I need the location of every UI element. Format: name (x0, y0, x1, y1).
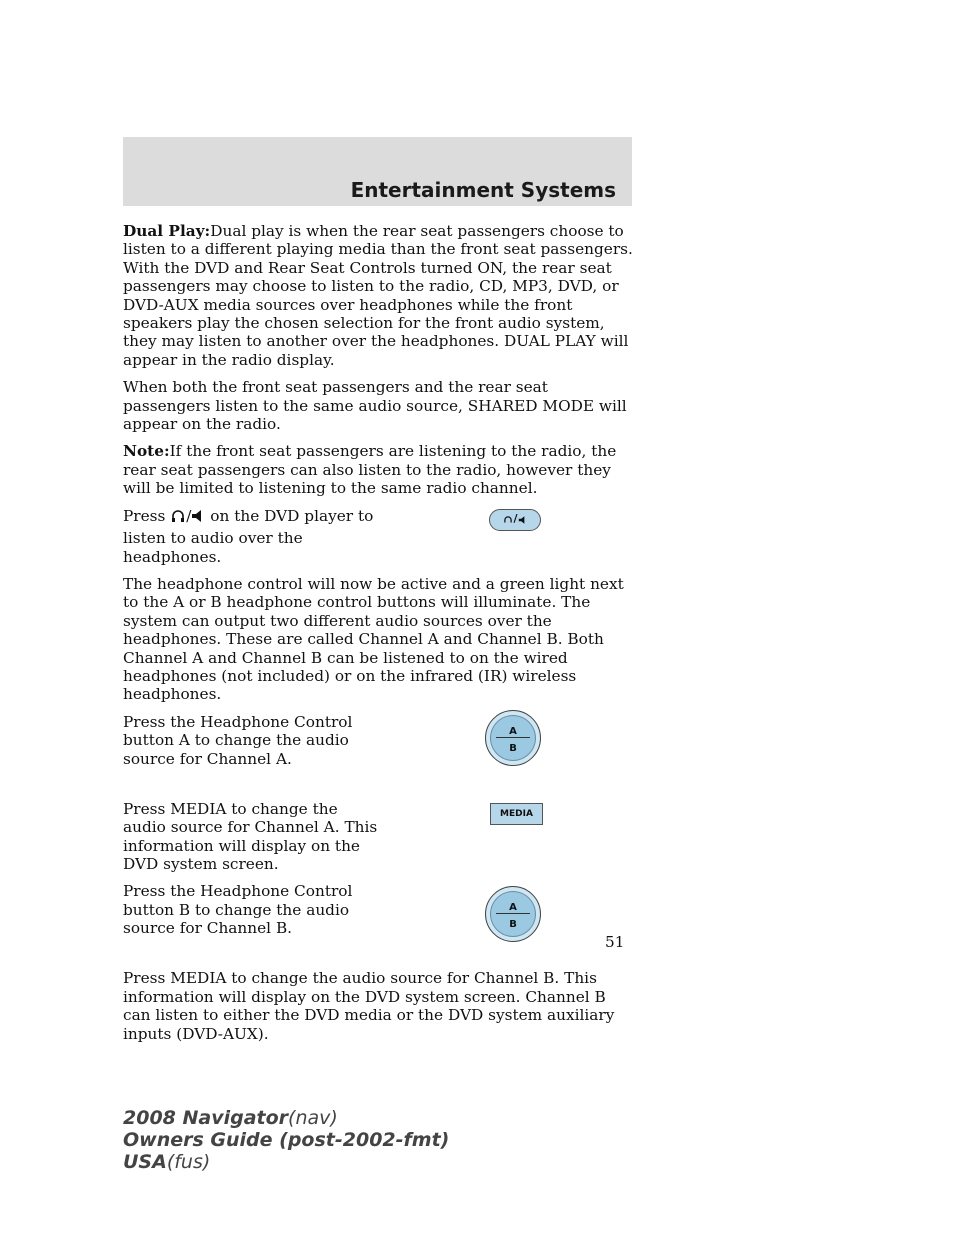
note-lead: Note: (123, 442, 170, 461)
headphone-a-text: Press the Headphone Control button A to change the audio source for Channel A. (123, 712, 353, 768)
paragraph-dual-play (123, 222, 635, 369)
headphone-control-figure-b (485, 886, 541, 942)
footer (123, 1107, 449, 1173)
page-content (123, 222, 635, 1052)
knob-a-label: A (509, 725, 517, 737)
press-rest: on the DVD player to listen to audio over the headphones. (123, 506, 374, 566)
footer-model: 2008 Navigator (123, 1107, 289, 1129)
section-title: Entertainment Systems (350, 178, 616, 202)
page-number: 51 (605, 933, 625, 951)
note-body: If the front seat passengers are listening to the radio, the rear seat passengers can also listen to the radio, however they will be limited to listening to the same radio channel. (123, 442, 617, 498)
paragraph-media-b: Press MEDIA to change the audio source for Channel B. This information will display on the DVD system screen. Channel B can listen to either the DVD media or the DVD system auxiliary inputs (DVD-AUX). (123, 969, 615, 1043)
row-media-a (123, 800, 635, 874)
pill-speaker-icon (518, 515, 527, 525)
headphone-control-figure-a (485, 710, 541, 766)
paragraph-note (123, 442, 635, 497)
media-a-text: Press MEDIA to change the audio source for Channel A. This information will display on the DVD system screen. (123, 799, 378, 873)
headphone-b-text: Press the Headphone Control button B to change the audio source for Channel B. (123, 882, 353, 938)
row-headphone-b (123, 882, 635, 960)
dual-play-body: Dual play is when the rear seat passengers choose to listen to a different playing media than the front seat passengers. With the DVD and Rear Seat Controls turned ON, the rear seat passengers may choose to listen to the radio, CD, MP3, DVD, or DVD-AUX media sources over headphones while the front speakers play the chosen selection for the front audio system, they may listen to another over the headphones. DUAL PLAY will appear in the radio display. (123, 222, 633, 369)
knob-a-label-2: A (509, 902, 517, 914)
media-button-figure: MEDIA (490, 803, 543, 825)
header-band (123, 137, 632, 206)
pill-separator: / (513, 512, 518, 526)
headphone-speaker-button-figure (489, 509, 541, 531)
press-label: Press (123, 506, 166, 525)
knob-b-label: B (509, 742, 517, 754)
row-press-headphone: Press / on the DVD player to listen to audio over the headphones. / (123, 507, 635, 566)
paragraph-headphone-control: The headphone control will now be active and a green light next to the A or B headphone control buttons will illuminate. The system can output two different audio sources over the headphones. These are called Channel A and Channel B. Both Channel A and Channel B can be listened to on the wired headphones (not included) or on the infrared (IR) wireless headphones. (123, 574, 624, 704)
dual-play-lead: Dual Play: (123, 222, 211, 240)
footer-guide: Owners Guide (post-2002-fmt) (123, 1129, 450, 1151)
row-headphone-a (123, 713, 635, 791)
headphone-icon (170, 508, 186, 529)
knob-b-label-2: B (509, 919, 517, 931)
footer-market-code: (fus) (166, 1151, 211, 1173)
footer-market: USA (123, 1151, 167, 1173)
paragraph-shared-mode: When both the front seat passengers and the rear seat passengers listen to the same audio source, SHARED MODE will appear on the radio. (123, 378, 627, 434)
pill-headphone-icon (503, 515, 513, 525)
speaker-icon (191, 508, 205, 529)
footer-model-code: (nav) (288, 1107, 338, 1129)
